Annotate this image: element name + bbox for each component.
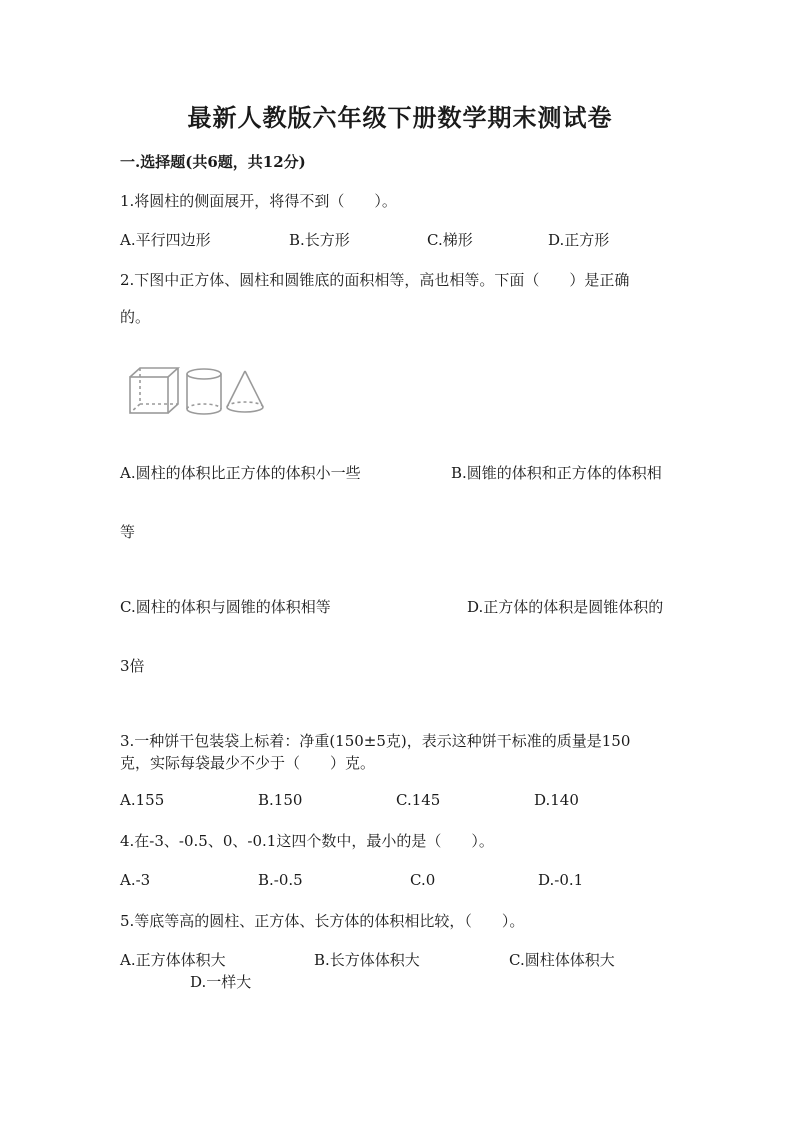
page-title: 最新人教版六年级下册数学期末测试卷: [187, 103, 613, 132]
question-1: 1.将圆柱的侧面展开，将得不到（ ）。: [120, 192, 397, 210]
q4-option-d[interactable]: D.-0.1: [538, 871, 584, 889]
cylinder-icon: [187, 369, 221, 414]
question-2-line-1: 2.下图中正方体、圆柱和圆锥底的面积相等，高也相等。下面（ ）是正确: [120, 271, 630, 289]
q2-option-a[interactable]: A.圆柱的体积比正方体的体积小一些: [120, 464, 361, 482]
q1-option-d[interactable]: D.正方形: [548, 231, 610, 249]
q3-option-c[interactable]: C.145: [396, 791, 441, 809]
q1-option-b[interactable]: B.长方形: [289, 231, 350, 249]
q2-option-b[interactable]: B.圆锥的体积和正方体的体积相: [451, 464, 662, 482]
question-4: 4.在-3、-0.5、0、-0.1这四个数中，最小的是（ ）。: [120, 832, 494, 850]
q3-option-a[interactable]: A.155: [120, 791, 165, 809]
q1-option-c[interactable]: C.梯形: [427, 231, 473, 249]
q4-option-a[interactable]: A.-3: [120, 871, 151, 889]
solid-figures: [128, 365, 273, 417]
q2-option-b-continued: 等: [120, 523, 136, 541]
cube-icon: [130, 368, 178, 413]
q5-option-b[interactable]: B.长方体体积大: [314, 951, 420, 969]
cone-icon: [227, 371, 263, 412]
section-heading: 一.选择题(共6题，共12分): [120, 153, 306, 171]
question-3-line-2: 克，实际每袋最少不少于（ ）克。: [120, 754, 376, 772]
question-5: 5.等底等高的圆柱、正方体、长方体的体积相比较，（ ）。: [120, 912, 525, 930]
q2-option-d-continued: 3倍: [120, 657, 145, 675]
q4-option-c[interactable]: C.0: [410, 871, 436, 889]
q5-option-c[interactable]: C.圆柱体体积大: [509, 951, 615, 969]
question-2-line-2: 的。: [120, 308, 151, 326]
q2-option-c[interactable]: C.圆柱的体积与圆锥的体积相等: [120, 598, 331, 616]
q2-option-d[interactable]: D.正方体的体积是圆锥体积的: [467, 598, 664, 616]
question-3-line-1: 3.一种饼干包装袋上标着：净重(150±5克)，表示这种饼干标准的质量是150: [120, 732, 631, 750]
q3-option-d[interactable]: D.140: [534, 791, 579, 809]
q5-option-d[interactable]: D.一样大: [190, 973, 252, 991]
q5-option-a[interactable]: A.正方体体积大: [120, 951, 226, 969]
q4-option-b[interactable]: B.-0.5: [258, 871, 303, 889]
q3-option-b[interactable]: B.150: [258, 791, 303, 809]
q1-option-a[interactable]: A.平行四边形: [120, 231, 211, 249]
